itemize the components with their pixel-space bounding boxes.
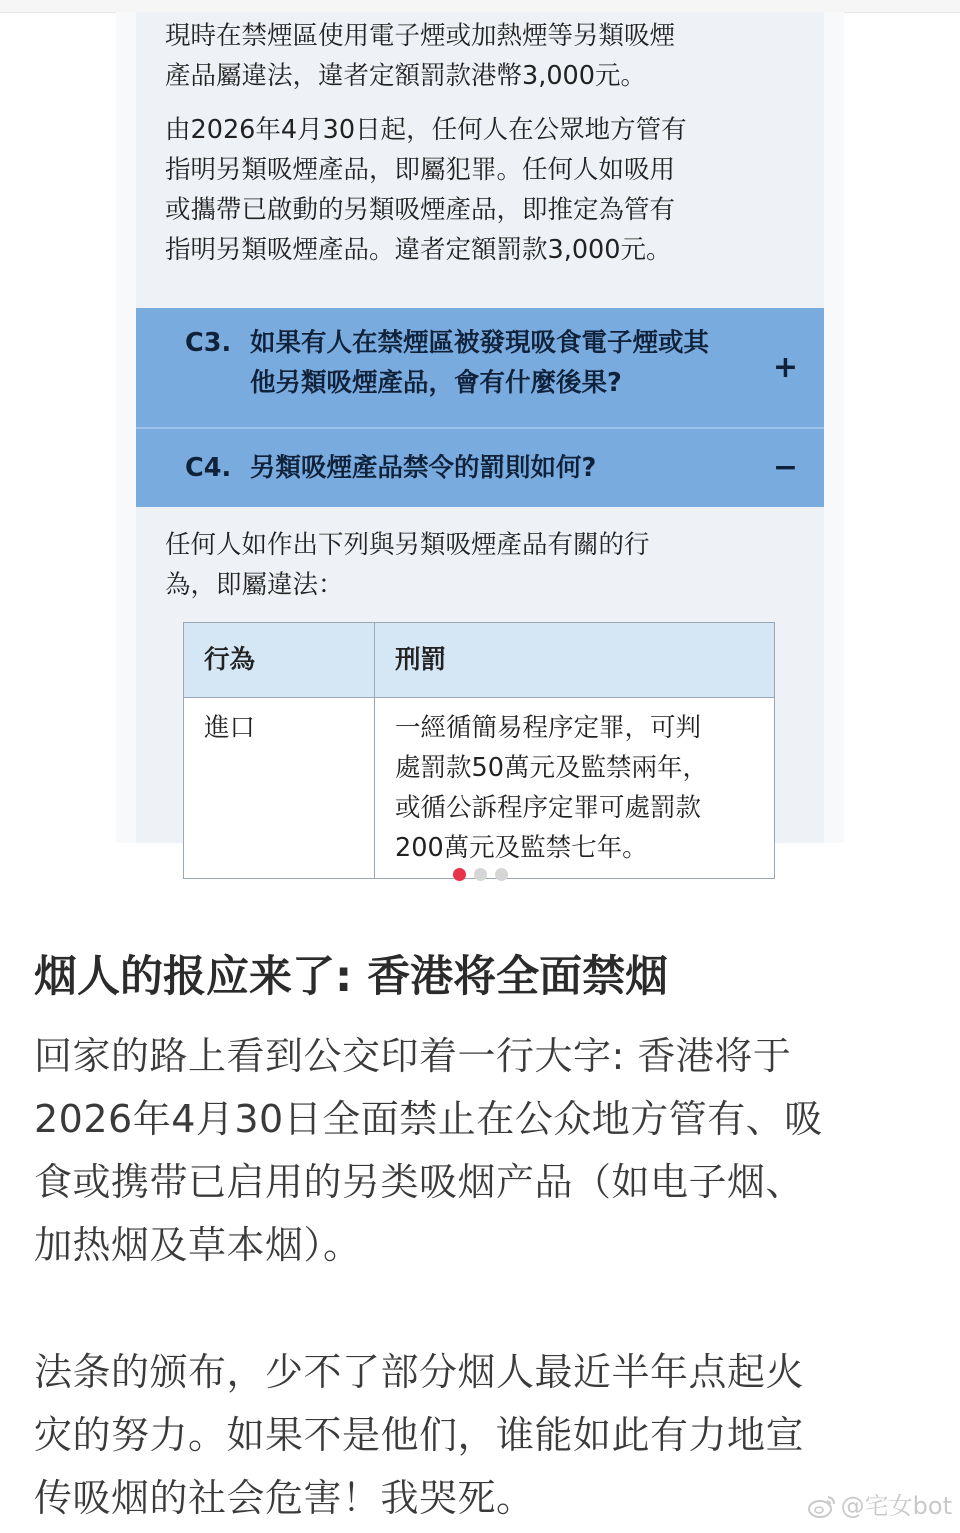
intro-paragraph-1: 現時在禁煙區使用電子煙或加熱煙等另類吸煙 產品屬違法，違者定額罰款港幣3,000元。 [165, 21, 676, 91]
carousel-indicator [0, 868, 960, 888]
faq-question: 另類吸煙產品禁令的罰則如何? [250, 453, 597, 483]
column-header-act: 行為 [184, 623, 375, 698]
faq-item-c4[interactable] [136, 429, 824, 507]
plus-icon[interactable]: + [772, 350, 798, 385]
carousel-dot-2[interactable] [474, 868, 487, 881]
faq-item-c3[interactable] [136, 308, 824, 429]
minus-icon[interactable]: − [772, 450, 798, 485]
table-header-row [184, 623, 775, 698]
intro-paragraph-2: 由2026年4月30日起，任何人在公眾地方管有 指明另類吸煙產品，即屬犯罪。任何人如吸用 或攜帶已啟動的另類吸煙產品，即推定為管有 指明另類吸煙產品。違者定額罰款3,000元。 [165, 115, 687, 265]
carousel-dot-3[interactable] [495, 868, 508, 881]
penalty-table [183, 622, 775, 879]
watermark-text: @宅女bot [840, 1492, 952, 1520]
table-row [184, 698, 775, 879]
watermark [807, 1490, 952, 1522]
embedded-screenshot[interactable] [116, 12, 844, 863]
table-cell-penalty: 一經循簡易程序定罪，可判 處罰款50萬元及監禁兩年， 或循公訴程序定罪可處罰款 200萬元及監禁七年。 [375, 698, 775, 879]
column-header-penalty: 刑罰 [375, 623, 775, 698]
table-cell-act: 進口 [184, 698, 375, 879]
c4-answer-text: 任何人如作出下列與另類吸煙產品有關的行 為，即屬違法： [165, 530, 650, 600]
carousel-dot-1[interactable] [453, 868, 466, 881]
post-title: 烟人的报应来了: 香港将全面禁烟 [34, 952, 669, 1002]
post-paragraph-1: 回家的路上看到公交印着一行大字: 香港将于 2026年4月30日全面禁止在公众地方管有、吸 食或携带已启用的另类吸烟产品（如电子烟、 加热烟及草本烟）。 [34, 1034, 823, 1267]
faq-question: 如果有人在禁煙區被發現吸食電子煙或其 他另類吸煙產品，會有什麼後果? [250, 328, 710, 398]
post-paragraph-2: 法条的颁布，少不了部分烟人最近半年点起火 灾的努力。如果不是他们，谁能如此有力地宣 传吸烟的社会危害！我哭死。 [34, 1350, 805, 1520]
faq-number: C4. [185, 453, 232, 483]
weibo-icon [807, 1493, 837, 1519]
faq-number: C3. [185, 328, 232, 358]
